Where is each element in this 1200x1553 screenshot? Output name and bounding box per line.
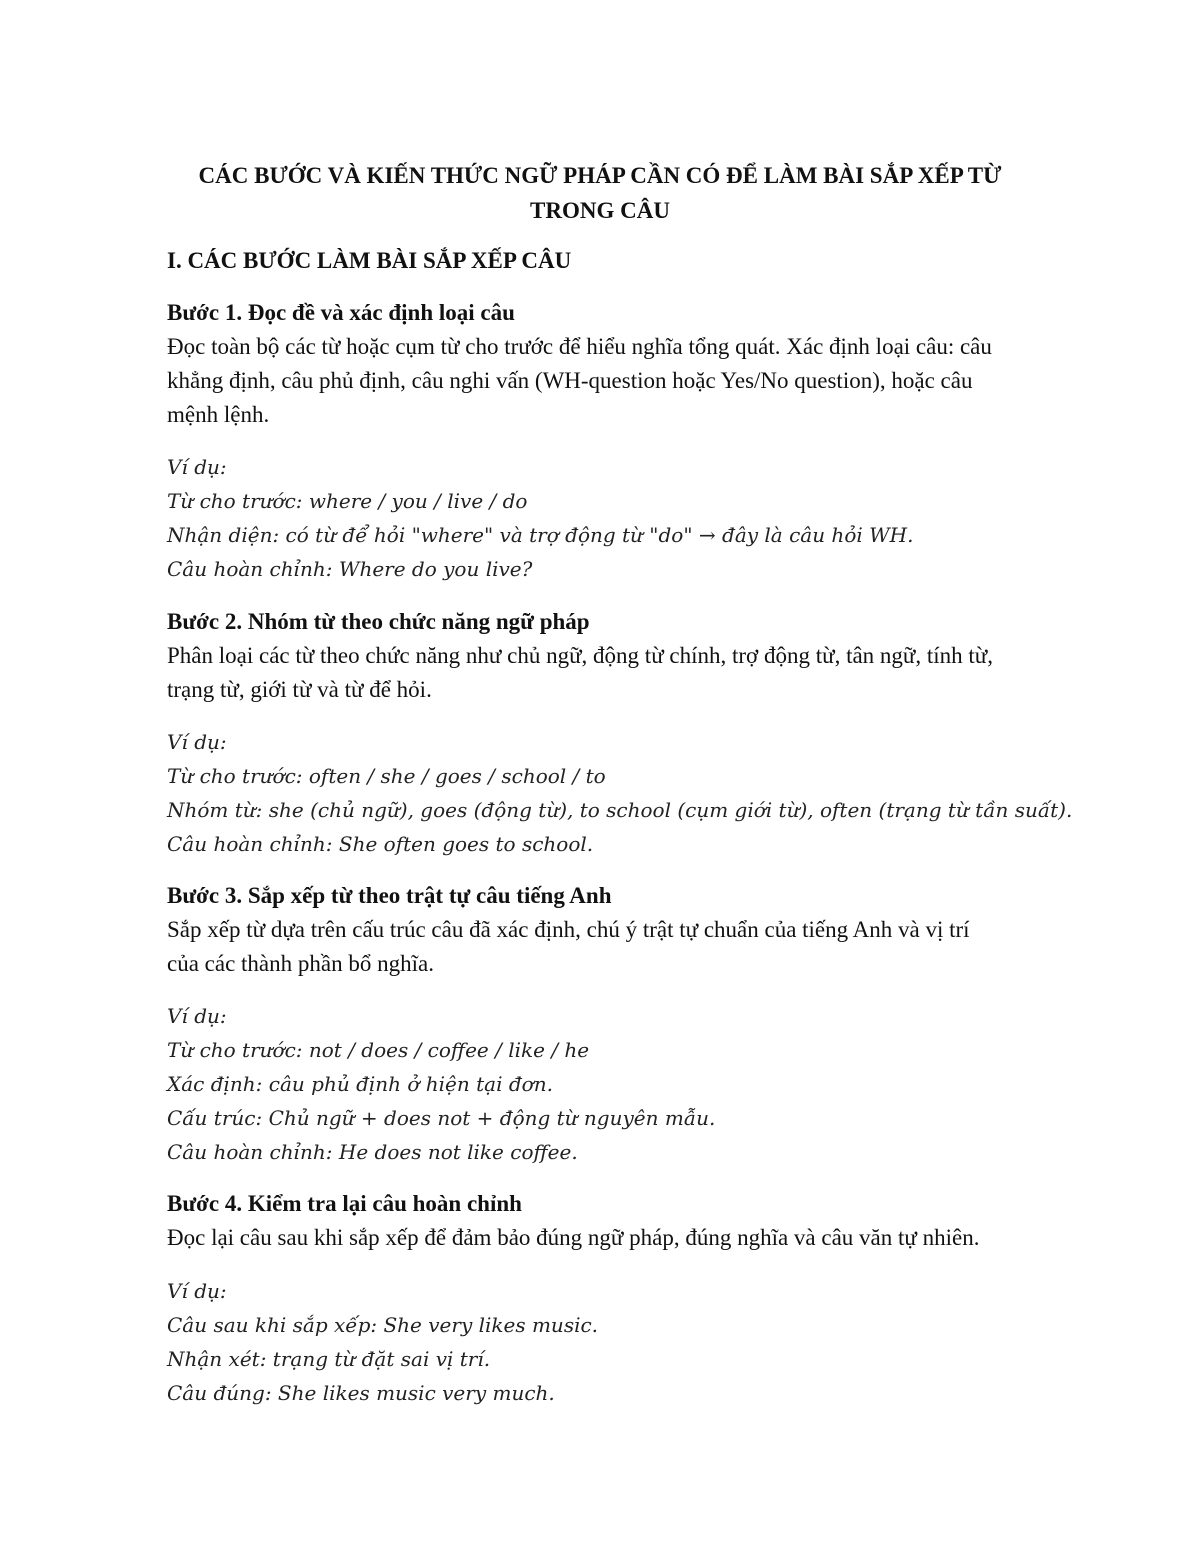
step-1-heading: Bước 1. Đọc đề và xác định loại câu xyxy=(167,300,515,325)
step-3-example-line-1: Từ cho trước: not / does / coffee / like / he xyxy=(167,1038,590,1062)
step-3-example-line-2: Xác định: câu phủ định ở hiện tại đơn. xyxy=(167,1072,553,1096)
step-2-example-label: Ví dụ: xyxy=(167,730,227,754)
section-heading: I. CÁC BƯỚC LÀM BÀI SẮP XẾP CÂU xyxy=(167,248,572,273)
step-2-heading: Bước 2. Nhóm từ theo chức năng ngữ pháp xyxy=(167,609,590,634)
step-2-body-line-1: Phân loại các từ theo chức năng như chủ ngữ, động từ chính, trợ động từ, tân ngữ, tính từ, xyxy=(167,643,994,668)
step-4-example-label: Ví dụ: xyxy=(167,1279,227,1303)
step-2-example-line-3: Câu hoàn chỉnh: She often goes to school. xyxy=(167,832,594,856)
step-4-body-line-1: Đọc lại câu sau khi sắp xếp để đảm bảo đúng ngữ pháp, đúng nghĩa và câu văn tự nhiên. xyxy=(167,1225,980,1250)
step-3-body-line-2: của các thành phần bổ nghĩa. xyxy=(167,951,434,976)
step-2-example-line-2: Nhóm từ: she (chủ ngữ), goes (động từ), to school (cụm giới từ), often (trạng từ tần suất). xyxy=(167,798,1073,822)
step-2-example-line-1: Từ cho trước: often / she / goes / school / to xyxy=(167,764,606,788)
title-line-2: TRONG CÂU xyxy=(530,198,670,223)
step-3-heading: Bước 3. Sắp xếp từ theo trật tự câu tiếng Anh xyxy=(167,883,612,908)
step-4-example-line-3: Câu đúng: She likes music very much. xyxy=(167,1381,555,1405)
step-1-body-line-1: Đọc toàn bộ các từ hoặc cụm từ cho trước để hiểu nghĩa tổng quát. Xác định loại câu: câu xyxy=(167,334,992,359)
title-line-1: CÁC BƯỚC VÀ KIẾN THỨC NGỮ PHÁP CẦN CÓ ĐỂ LÀM BÀI SẮP XẾP TỪ xyxy=(198,163,1002,188)
step-1-example-label: Ví dụ: xyxy=(167,455,227,479)
step-4-example-line-2: Nhận xét: trạng từ đặt sai vị trí. xyxy=(167,1347,491,1371)
step-2-body-line-2: trạng từ, giới từ và từ để hỏi. xyxy=(167,677,432,702)
step-1-body-line-3: mệnh lệnh. xyxy=(167,402,270,427)
step-1-body-line-2: khẳng định, câu phủ định, câu nghi vấn (WH-question hoặc Yes/No question), hoặc câu xyxy=(167,368,973,393)
step-1-example-line-3: Câu hoàn chỉnh: Where do you live? xyxy=(167,557,533,581)
step-1-example-line-1: Từ cho trước: where / you / live / do xyxy=(167,489,528,513)
step-4-heading: Bước 4. Kiểm tra lại câu hoàn chỉnh xyxy=(167,1191,522,1216)
step-3-example-label: Ví dụ: xyxy=(167,1004,227,1028)
step-4-example-line-1: Câu sau khi sắp xếp: She very likes music. xyxy=(167,1313,599,1337)
step-1-example-line-2: Nhận diện: có từ để hỏi "where" và trợ động từ "do" → đây là câu hỏi WH. xyxy=(167,523,914,547)
step-3-example-line-4: Câu hoàn chỉnh: He does not like coffee. xyxy=(167,1140,578,1164)
step-3-body-line-1: Sắp xếp từ dựa trên cấu trúc câu đã xác định, chú ý trật tự chuẩn của tiếng Anh và vị trí xyxy=(167,917,970,942)
step-3-example-line-3: Cấu trúc: Chủ ngữ + does not + động từ nguyên mẫu. xyxy=(167,1106,716,1130)
document-title xyxy=(150,158,1050,228)
